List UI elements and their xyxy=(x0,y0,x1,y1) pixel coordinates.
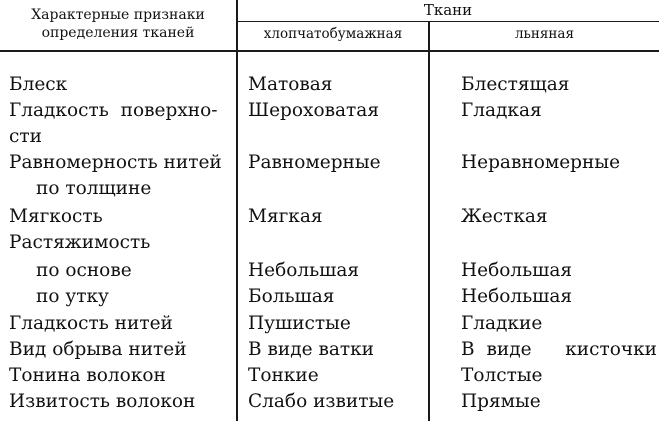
feature-stretch-weft: по утку xyxy=(36,286,109,307)
linen-stretch-warp: Небольшая xyxy=(461,260,573,281)
feature-fiber-fineness: Тонина волокон xyxy=(9,365,166,386)
cotton-softness: Мягкая xyxy=(248,206,323,227)
linen-stretch-weft: Небольшая xyxy=(461,286,573,307)
feature-luster: Блеск xyxy=(9,74,68,95)
feature-fiber-crimp: Извитость волокон xyxy=(9,391,196,412)
feature-thread-smoothness: Гладкость нитей xyxy=(9,313,173,334)
feature-stretch-warp: по основе xyxy=(36,260,132,281)
linen-thread-smoothness: Гладкие xyxy=(461,313,543,334)
feature-softness: Мягкость xyxy=(9,206,103,227)
linen-fiber-fineness: Толстые xyxy=(461,365,543,386)
column-divider-1 xyxy=(236,0,238,421)
linen-thread-break-part-2: кисточки xyxy=(565,339,657,360)
feature-surface-smoothness-line-2: сти xyxy=(9,126,42,147)
cotton-stretch-warp: Небольшая xyxy=(248,260,360,281)
linen-surface-smoothness: Гладкая xyxy=(461,100,542,121)
feature-surface-smoothness-line-1: Гладкость поверхно- xyxy=(9,100,218,121)
cotton-thread-break: В виде ватки xyxy=(248,339,375,360)
fabrics-header: Ткани xyxy=(423,1,473,19)
linen-column-header: льняная xyxy=(514,26,574,42)
cotton-thread-smoothness: Пушистые xyxy=(248,313,351,334)
linen-luster: Блестящая xyxy=(461,74,570,95)
features-header-line-2: определения тканей xyxy=(41,25,195,41)
column-divider-2 xyxy=(428,21,430,421)
feature-thread-evenness-line-2: по толщине xyxy=(36,178,152,199)
cotton-column-header: хлопчатобумажная xyxy=(263,26,403,42)
cotton-thread-evenness: Равномерные xyxy=(248,152,381,173)
fabrics-subheader-rule xyxy=(237,21,659,22)
feature-stretchability: Растяжимость xyxy=(9,232,151,253)
cotton-surface-smoothness: Шероховатая xyxy=(248,100,379,121)
cotton-fiber-fineness: Тонкие xyxy=(248,365,319,386)
header-bottom-rule xyxy=(0,50,659,52)
linen-thread-break-part-1: В виде xyxy=(461,339,532,360)
linen-thread-evenness: Неравномерные xyxy=(461,152,621,173)
linen-fiber-crimp: Прямые xyxy=(461,391,541,412)
linen-softness: Жесткая xyxy=(461,206,548,227)
feature-thread-break: Вид обрыва нитей xyxy=(9,339,187,360)
cotton-luster: Матовая xyxy=(248,74,333,95)
cotton-fiber-crimp: Слабо извитые xyxy=(248,391,395,412)
features-column-header xyxy=(6,6,230,42)
linen-thread-break xyxy=(461,337,657,363)
cotton-stretch-weft: Большая xyxy=(248,286,335,307)
features-header-line-1: Характерные признаки xyxy=(31,7,205,23)
feature-thread-evenness-line-1: Равномерность нитей xyxy=(9,152,222,173)
